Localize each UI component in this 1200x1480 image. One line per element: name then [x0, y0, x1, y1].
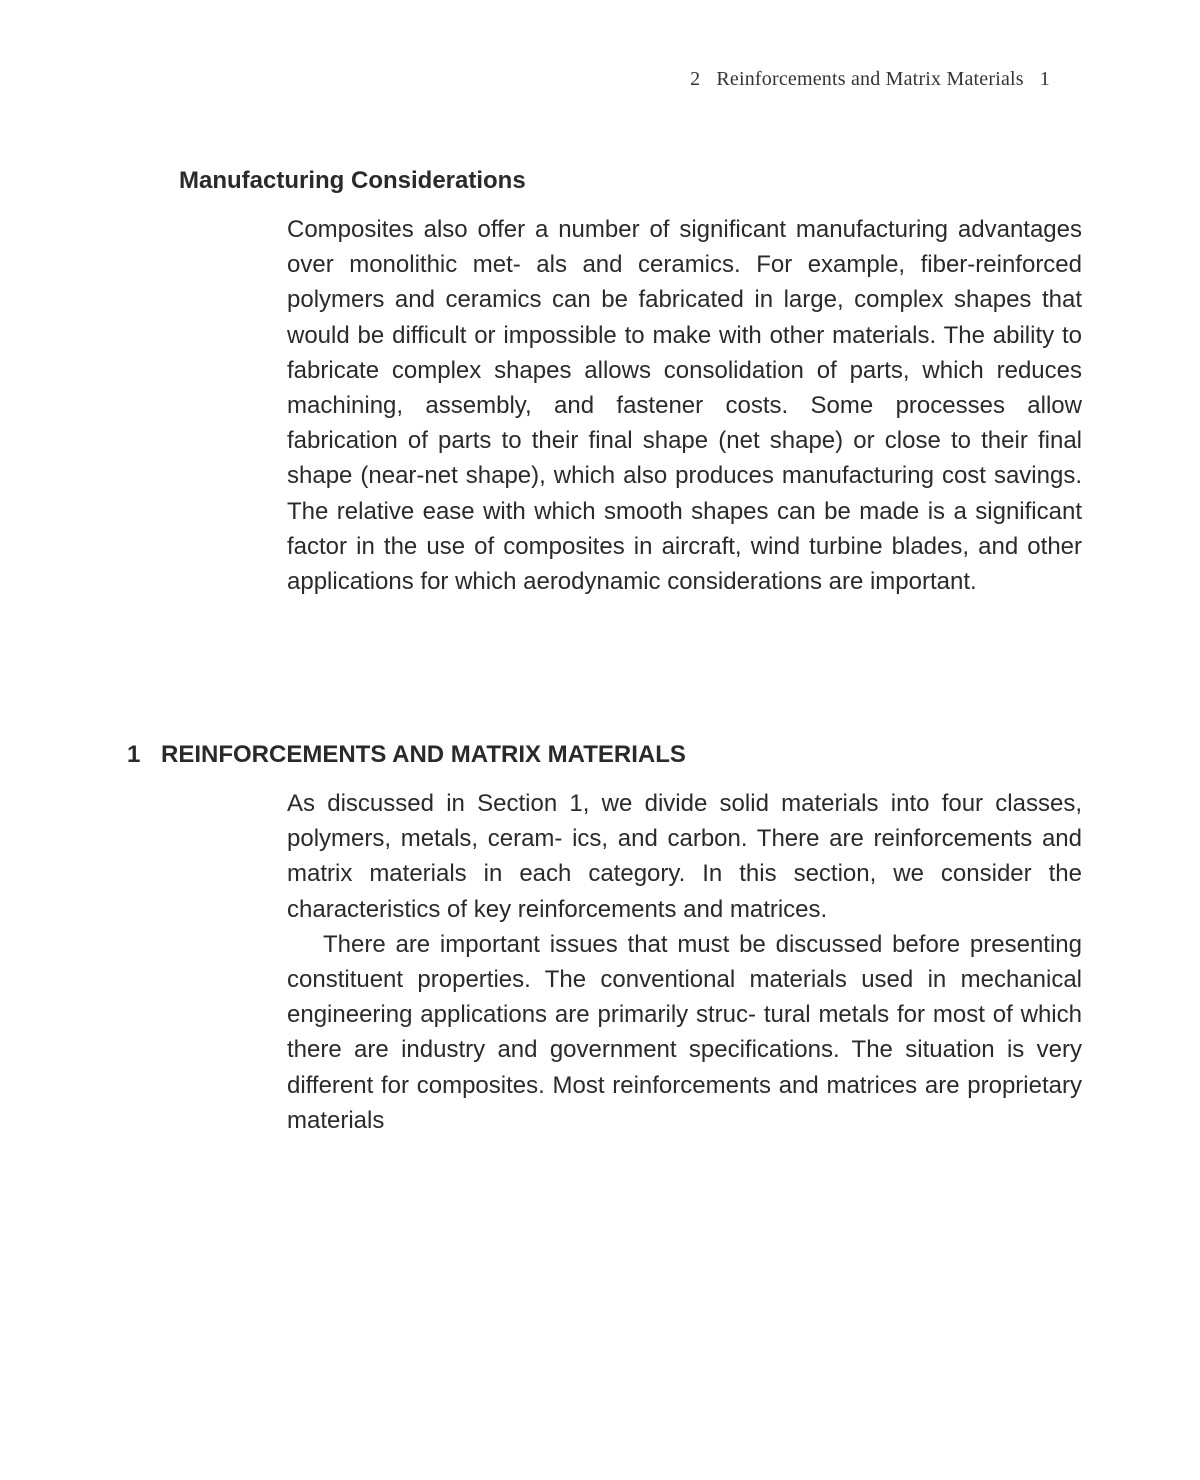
subsection-body	[287, 212, 1082, 599]
subsection-title: Manufacturing Considerations	[179, 167, 526, 194]
section-title	[127, 741, 686, 769]
page-number: 1	[1039, 68, 1050, 90]
paragraph: Composites also offer a number of significant manufacturing advantages over monolithic met- als and ceramics. For example, fiber-reinforced polymers and ceramics can be fabricated in large, complex shapes that would be difficult or impossible to make with other materials. The ability to fabricate complex shapes allows consolidation of parts, which reduces machining, assembly, and fastener costs. Some processes allow fabrication of parts to their final shape (net shape) or close to their final shape (near-net shape), which also produces manufacturing cost savings. The relative ease with which smooth shapes can be made is a significant factor in the use of composites in aircraft, wind turbine blades, and other applications for which aerodynamic considerations are important.	[287, 216, 1082, 596]
running-header	[690, 68, 1050, 91]
section-body	[287, 786, 1082, 1138]
running-title: Reinforcements and Matrix Materials	[716, 68, 1024, 90]
section-title-text: REINFORCEMENTS AND MATRIX MATERIALS	[161, 741, 686, 768]
paragraph: There are important issues that must be discussed before presenting constituent properties. The conventional materials used in mechanical engineering applications are primarily struc- tural metals for most of which there are industry and government specifications. The situation is very different for composites. Most reinforcements and matrices are proprietary materials	[287, 930, 1082, 1134]
section-number: 1	[127, 741, 141, 768]
paragraph: As discussed in Section 1, we divide solid materials into four classes, polymers, metals, ceram- ics, and carbon. There are reinforcements and matrix materials in each category. In this section, we consider the characteristics of key reinforcements and matrices.	[287, 790, 1082, 923]
chapter-number: 2	[690, 68, 701, 90]
